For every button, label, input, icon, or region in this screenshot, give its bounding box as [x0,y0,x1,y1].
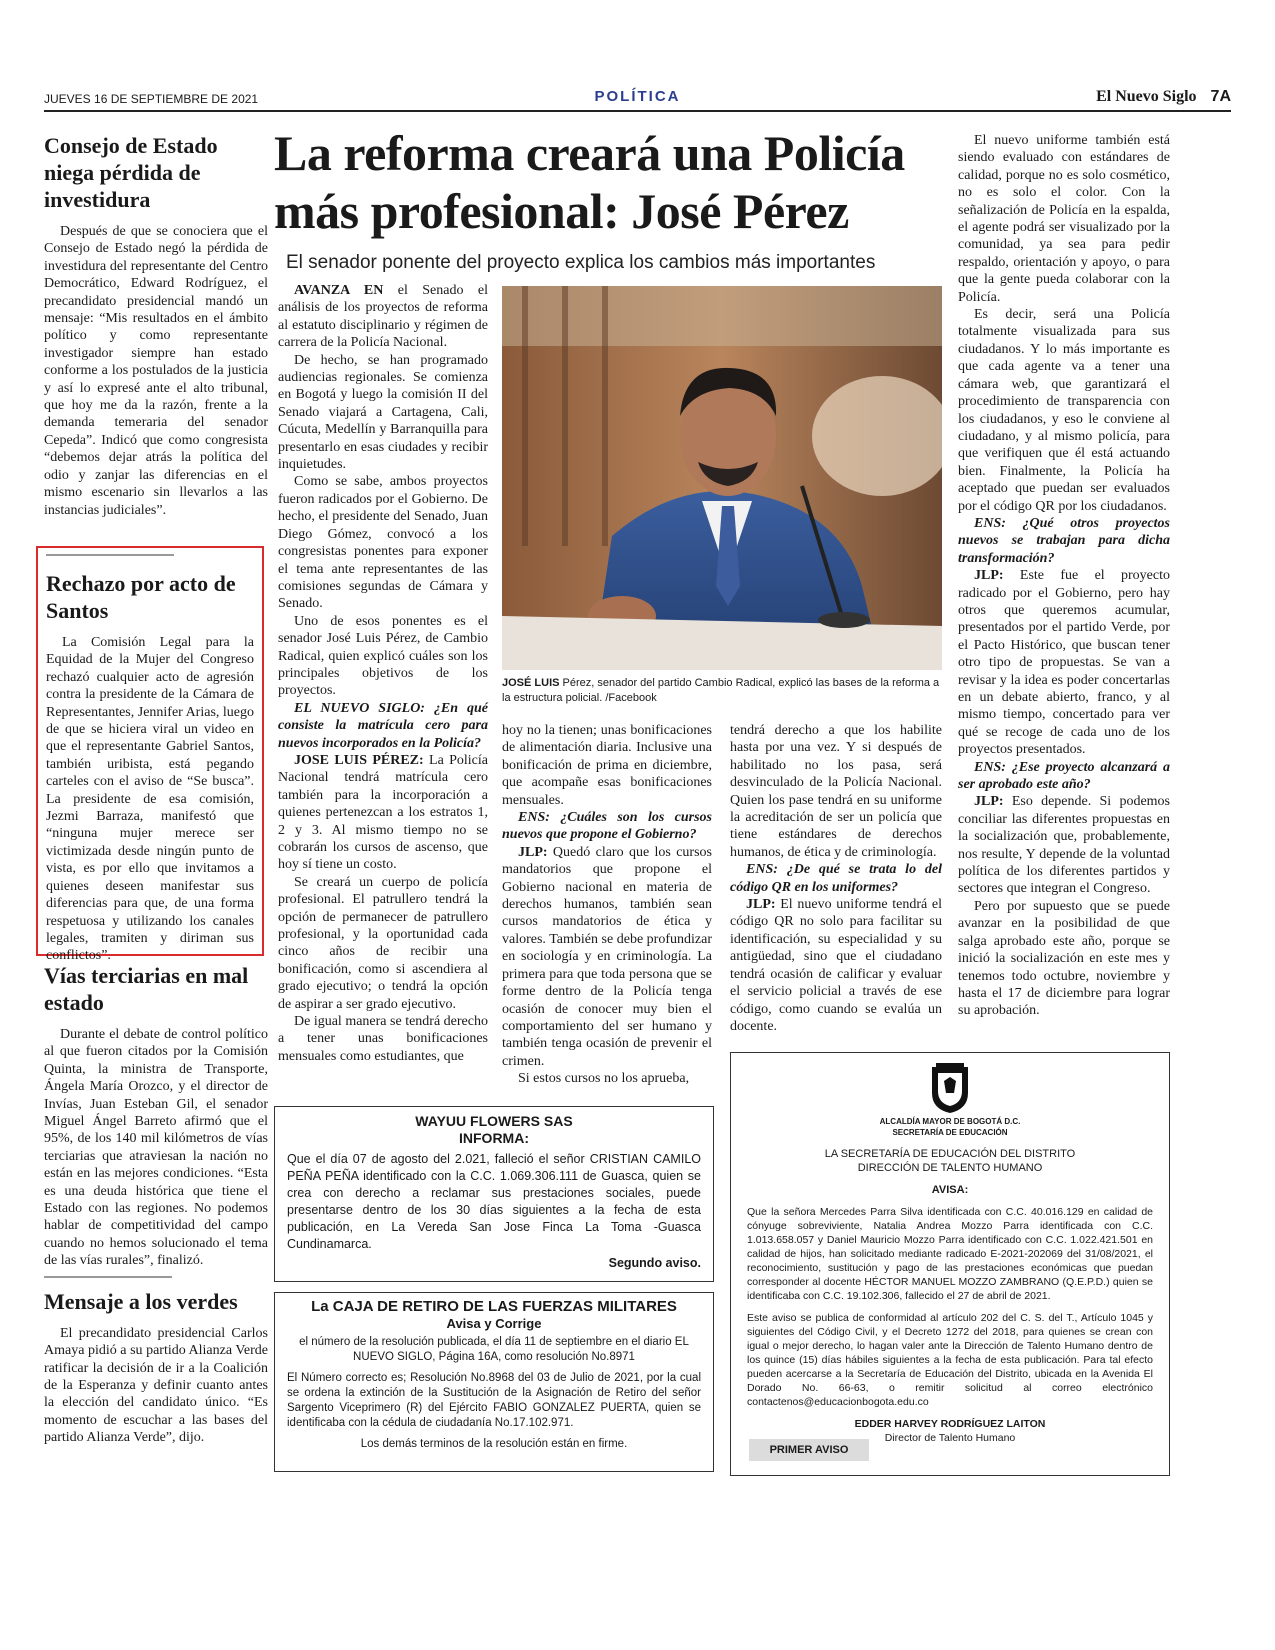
article-column-1: AVANZA EN el Senado el análisis de los proyectos de reforma al estatuto disciplinario y régimen de carrera de la Policía Nacional. De hecho, se han programado audiencias regionales. Se comienza en Bogotá y luego la comisión II del Senado viajará a Cartagena, Cali, Cúcuta, Medellín y Barranquilla para presentarlo en esas ciudades y recibir inquietudes. Como se sabe, ambos proyectos fueron radicados por el Gobierno. De hecho, el presidente del Senado, Juan Diego Gómez, convocó a los congresistas ponentes para exponer el tema ante representantes de las comisiones segundas de Cámara y Senado. Uno de esos ponentes es el senador José Luis Pérez, de Cambio Radical, quien explicó cuáles son los principales objetivos de los proyectos. EL NUEVO SIGLO: ¿En qué consiste la matrícula cero para nuevos incorporados en la Policía? JOSE LUIS PÉREZ: La Policía Nacional tendrá matrícula cero también para la incorporación a quienes pertenezcan a los estratos 1, 2 y 3. Al mismo tiempo no se cobrarán los cursos de ascenso, que hoy sí tiene un costo. Se creará un cuerpo de policía profesional. El patrullero tendrá la opción de permanecer de patrullero profesional, y la oportunidad cada cinco años de recibir una bonificación, como si ascendiera al grado ejecutivo; o tendrá la opción de aspirar a ser grado ejecutivo. De igual manera se tendrá derecho a tener unas bonificaciones mensuales como estudiantes, que [278,283,489,1064]
article-column-2: hoy no la tienen; unas bonificaciones de alimentación diaria. Inclusive una bonificación de prima en diciembre, que acompañe esas bonificaciones mensuales. ENS: ¿Cuáles son los cursos nuevos que propone el Gobierno? JLP: Quedó claro que los cursos mandatorios que propone el Gobierno nacional en materia de derechos humanos, también sean cursos mandatorios de ética y valores. También se debe profundizar en sociología y en criminología. La primera para que toda persona que se forme dentro de la Policía tenga ocasión de conocer muy bien el comportamiento del ser humano y también tenga ocasión de prevenir el crimen. Si estos cursos no los aprueba, [502,723,712,1087]
article-headline: La reforma creará una Policía más profesional: José Pérez [274,125,905,239]
header-date: JUEVES 16 DE SEPTIEMBRE DE 2021 [44,92,259,106]
caja-retiro-notice [274,1292,714,1472]
notice-sign: Segundo aviso. [608,1256,701,1270]
page-header [44,88,1231,112]
vias-body: Durante el debate de control político al que fueron citados por la Comisión Quinta, la ministra de Transporte, Ángela María Orozco, y el director de Invías, Juan Esteban Gil, el senador Miguel Ángel Barreto afirmó que el 95%, de los 140 mil kilómetros de vías terciarias que atraviesan la nación no están en las mejores condiciones. “Esta es una deuda histórica que tiene el Estado con las regiones. No podemos hablar de competitividad del campo cuando no hemos solucionado el tema de las vías rurales”, finalizó. [44,1027,268,1269]
page-number: 7A [1210,88,1231,105]
secretaria-educacion-notice [730,1052,1170,1476]
article-subheadline: El senador ponente del proyecto explica los cambios más importantes [286,252,876,273]
notice-title: WAYUU FLOWERS SAS [415,1113,573,1129]
photo-caption: JOSÉ LUIS Pérez, senador del partido Cambio Radical, explicó las bases de la reforma a la estructura policial. /Facebook [502,677,940,704]
notice-avisa: AVISA: [931,1184,969,1196]
senator-photo-illustration [502,286,942,670]
sidebar-bottom [44,962,268,1447]
org-name: ALCALDÍA MAYOR DE BOGOTÁ D.C. [879,1117,1021,1126]
notice-subheading: DIRECCIÓN DE TALENTO HUMANO [857,1162,1043,1174]
notice-body: Que el día 07 de agosto del 2.021, falleció el señor CRISTIAN CAMILO PEÑA PEÑA identificado con la C.C. 1.069.306.111 de Guasca, quien se crea con derecho a reclamar sus prestaciones sociales, puede presentarse dentro de los 30 días siguientes a la fecha de esta publicación, en La Vereda San Jose Finca La Toma -Guasca Cundinamarca. [287,1152,701,1251]
notice-paragraph: Los demás terminos de la resolución están en firme. [360,1438,628,1450]
santos-highlight-box [36,546,264,964]
org-subname: SECRETARÍA DE EDUCACIÓN [892,1128,1008,1137]
notice-heading: LA SECRETARÍA DE EDUCACIÓN DEL DISTRITO [824,1148,1076,1160]
section-divider [46,554,174,556]
verdes-body: El precandidato presidencial Carlos Amaya pidió a su partido Alianza Verde ratificar la decisión de ir a la Coalición de la Esperanza y definir cuanto antes la elección del candidato único. “Es momento de escuchar a las bases del partido Alianza Verde”, dijo. [44,1325,268,1446]
vias-headline: Vías terciarias en mal estado [44,963,249,1015]
santos-headline: Rechazo por acto de Santos [46,571,236,623]
notice-subtitle: Avisa y Corrige [446,1316,542,1331]
notice-paragraph: El Número correcto es; Resolución No.8968 del 03 de Julio de 2021, por la cual se ordena la extinción de la Sustitución de la Asignación de Retiro del señor Sargento Viceprimero (R) del Ejército FABIO GONZALEZ PUERTA, quien se identificaba con la cédula de ciudadanía No.17.102.971. [287,1372,701,1429]
notice-subtitle: INFORMA: [459,1130,529,1146]
wayuu-notice [274,1106,714,1282]
article-photo [502,286,942,670]
notice-paragraph: Que la señora Mercedes Parra Silva identificada con C.C. 40.016.129 en calidad de cónyuge sobreviviente, Natalia Andrea Mozzo Parra identificada con C.C. 1.013.658.057 y Daniel Mauricio Mozzo Parra identificado con C.C. 1.022.421.501 en calidad de hijos, han solicitado mediante radicado E-2021-202069 del 31/08/2021, el reconocimiento, sustitución y pago de las prestaciones económicas que puedan corresponder al docente HÉCTOR MANUEL MOZZO ZAMBRANO (Q.E.P.D.) quien se identificaba con C.C. 19.102.306, fallecido el 27 de abril de 2021. [747,1206,1153,1302]
verdes-headline: Mensaje a los verdes [44,1288,238,1314]
article-column-4: El nuevo uniforme también está siendo evaluado con estándares de calidad, porque no es solo cosmético, no es solo el color. Con la señalización de Policía en la espalda, el agente podrá ser visualizado por la comunidad, ya sea para pedir respaldo, orientación y apoyo, o para que la gente pueda colaborar con la Policía. Es decir, será una Policía totalmente visualizada para sus ciudadanos. Y lo más importante es que cada agente va a tener una cámara web, que garantizará el procedimiento de transparencia con los ciudadanos, y eso le conviene al ciudadano, y al mismo policía, para que verifiquen que él está actuando bien. Finalmente, la Policía ha aceptado que puedan ser evaluados por el código QR por los ciudadanos. ENS: ¿Qué otros proyectos nuevos se trabajan para dicha transformación? JLP: Este fue el proyecto radicado por el Gobierno, pero hay otros que queremos acumular, presentados por el partido Verde, por el Pacto Histórico, que buscan tener otro tipo de propuestas. Se van a revisar y la idea es poder concertarlas en un debate abierto, franco, y al mismo tiempo, concertado para ver qué se recoge de cada uno de los proyectos presentados. ENS: ¿Ese proyecto alcanzará a ser aprobado este año? JLP: Eso depende. Si podemos conciliar las diferentes propuestas en la socialización que, probablemente, nos resulte, Y depende de la voluntad política de los diferentes partidos y sectores que integran el Congreso. Pero por supuesto que se puede avanzar en la posibilidad de que salga aprobado este año, porque se inició la socialización en este mes y tenemos todo octubre, noviembre y hasta el 17 de diciembre para lograr su aprobación. [958,133,1170,1019]
header-section: POLÍTICA [594,88,681,105]
notice-title: La CAJA DE RETIRO DE LAS FUERZAS MILITARES [311,1298,677,1315]
section-divider [44,1276,172,1278]
consejo-body: Después de que se conociera que el Consejo de Estado negó la pérdida de investidura del representante del Centro Democrático, Edward Rodríguez, el precandidato presidencial mandó un mensaje: “Mis resultados en el ámbito político y como representante investigador siempre han estado conforme a los postulados de la justicia y así lo expresé ante el alto tribunal, que hoy me da la razón, frente a la demanda temeraria del senador Cepeda”. Indicó que como congresista “debemos dejar atrás la política del odio y zanjar las diferencias en el mismo escenario sin llevarlos a las instancias judiciales”. [44,224,268,518]
notice-signer-role: Director de Talento Humano [884,1432,1016,1444]
sidebar-top [44,132,268,531]
header-paper [1096,88,1231,106]
primer-aviso-badge: PRIMER AVISO [749,1439,869,1461]
notice-signer: EDDER HARVEY RODRÍGUEZ LAITON [854,1418,1046,1430]
bogota-seal-icon [928,1063,972,1115]
santos-body: La Comisión Legal para la Equidad de la Mujer del Congreso rechazó cualquier acto de agresión contra la presidente de la Cámara de Representantes, Jennifer Arias, luego de que se hiciera viral un video en que el representante Gabriel Santos, también uribista, está pegando carteles con el aviso de “Se busca”. La presidente de esa comisión, Jezmi Barraza, manifestó que “ninguna mujer merece ser victimizada desde ningún punto de vista, es por ello que invitamos a quienes deseen manifestar sus diferencias para que, de una forma respetuosa y utilizando los canales legales, tramiten y diriman sus conflictos”. [46,635,254,964]
notice-paragraph: Este aviso se publica de conformidad al artículo 202 del C. S. del T., Artículo 1045 y siguientes del Código Civil, y el Decreto 1272 del 2018, para quienes se crean con igual o mejor derecho, lo hagan valer ante la Dirección de Talento Humano dentro de los quince (15) días hábiles siguientes a la fecha de esta publicación. Para tal efecto pueden acercarse a la Secretaría de Educación del Distrito, ubicada en la Avenida El Dorado No. 66-63, o remitir solicitud al correo electrónico contactenos@educacionbogota.edu.co [747,1312,1153,1408]
notice-paragraph: el número de la resolución publicada, el día 11 de septiembre en el diario EL NUEVO SIGLO, Página 16A, como resolución No.8971 [299,1336,689,1363]
consejo-headline: Consejo de Estado niega pérdida de investidura [44,133,218,212]
paper-name: El Nuevo Siglo [1096,88,1197,105]
article-column-3: tendrá derecho a que los habilite hasta por una vez. Y si después de habilitado no los pasa, será desvinculado de la Policía Nacional. Quien los pase tendrá en su uniforme la acreditación de ser un policía que tiene estándares de derechos humanos, de ética y de criminología. ENS: ¿De qué se trata lo del código QR en los uniformes? JLP: El nuevo uniforme tendrá el código QR no solo para facilitar su identificación, su especialidad y su antigüedad, sino que el ciudadano tendrá ocasión de calificar y evaluar el servicio policial a través de ese código, como cuando se evalúa un docente. [730,723,942,1034]
